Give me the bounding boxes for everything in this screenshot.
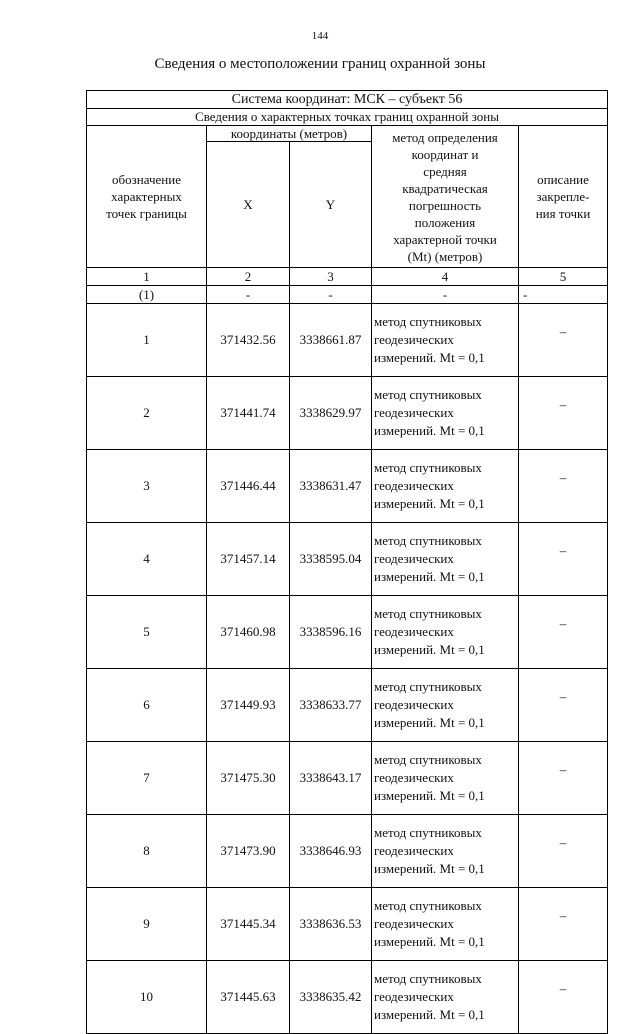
x-coordinate-cell: 371446.44 bbox=[207, 450, 290, 523]
header-row-1 bbox=[87, 126, 608, 142]
method-line: метод спутниковых bbox=[374, 752, 482, 767]
y-coordinate-cell: 3338629.97 bbox=[290, 377, 372, 450]
method-cell bbox=[372, 450, 519, 523]
method-line: измерений. Mt = 0,1 bbox=[374, 496, 485, 511]
column-number-row bbox=[87, 268, 608, 286]
method-line: метод спутниковых bbox=[374, 460, 482, 475]
header-description-line: закрепле- bbox=[536, 189, 590, 204]
method-cell bbox=[372, 742, 519, 815]
point-number-cell: 6 bbox=[87, 669, 207, 742]
y-coordinate-cell: 3338636.53 bbox=[290, 888, 372, 961]
header-description-line: ния точки bbox=[535, 206, 591, 221]
method-line: геодезических bbox=[374, 332, 454, 347]
description-cell: – bbox=[519, 377, 608, 450]
header-description bbox=[519, 126, 608, 268]
y-coordinate-cell: 3338631.47 bbox=[290, 450, 372, 523]
method-line: геодезических bbox=[374, 624, 454, 639]
header-description-line: описание bbox=[537, 172, 589, 187]
coordinates-table bbox=[86, 90, 608, 1034]
method-line: измерений. Mt = 0,1 bbox=[374, 642, 485, 657]
header-designation-line: обозначение bbox=[112, 172, 181, 187]
header-method-line: характерной точки bbox=[393, 231, 497, 247]
table-row bbox=[87, 596, 608, 669]
description-cell: – bbox=[519, 523, 608, 596]
method-line: измерений. Mt = 0,1 bbox=[374, 934, 485, 949]
table-row bbox=[87, 523, 608, 596]
table-row bbox=[87, 815, 608, 888]
method-cell bbox=[372, 304, 519, 377]
method-line: измерений. Mt = 0,1 bbox=[374, 1007, 485, 1022]
method-line: геодезических bbox=[374, 551, 454, 566]
point-number-cell: 10 bbox=[87, 961, 207, 1034]
x-coordinate-cell: 371460.98 bbox=[207, 596, 290, 669]
y-coordinate-cell: 3338596.16 bbox=[290, 596, 372, 669]
method-line: геодезических bbox=[374, 405, 454, 420]
x-coordinate-cell: 371441.74 bbox=[207, 377, 290, 450]
method-line: метод спутниковых bbox=[374, 679, 482, 694]
method-cell bbox=[372, 815, 519, 888]
description-cell: – bbox=[519, 961, 608, 1034]
empty-cell: (1) bbox=[87, 286, 207, 304]
header-designation bbox=[87, 126, 207, 268]
table-row bbox=[87, 669, 608, 742]
description-cell: – bbox=[519, 304, 608, 377]
coordinate-system-cell: Система координат: МСК – субъект 56 bbox=[87, 91, 608, 109]
method-line: измерений. Mt = 0,1 bbox=[374, 715, 485, 730]
table-row bbox=[87, 450, 608, 523]
y-coordinate-cell: 3338595.04 bbox=[290, 523, 372, 596]
empty-cell: - bbox=[207, 286, 290, 304]
empty-row bbox=[87, 286, 608, 304]
method-cell bbox=[372, 377, 519, 450]
header-coordinates: координаты (метров) bbox=[207, 126, 372, 142]
y-coordinate-cell: 3338633.77 bbox=[290, 669, 372, 742]
x-coordinate-cell: 371457.14 bbox=[207, 523, 290, 596]
method-line: метод спутниковых bbox=[374, 533, 482, 548]
page-number: 144 bbox=[311, 30, 329, 42]
y-coordinate-cell: 3338643.17 bbox=[290, 742, 372, 815]
method-line: метод спутниковых bbox=[374, 971, 482, 986]
x-coordinate-cell: 371445.34 bbox=[207, 888, 290, 961]
empty-cell: - bbox=[372, 286, 519, 304]
y-coordinate-cell: 3338661.87 bbox=[290, 304, 372, 377]
point-number-cell: 5 bbox=[87, 596, 207, 669]
header-method bbox=[372, 126, 519, 268]
method-line: измерений. Mt = 0,1 bbox=[374, 423, 485, 438]
x-coordinate-cell: 371432.56 bbox=[207, 304, 290, 377]
column-number: 5 bbox=[519, 268, 608, 286]
description-cell: – bbox=[519, 669, 608, 742]
method-line: геодезических bbox=[374, 478, 454, 493]
header-method-line: средняя bbox=[423, 163, 467, 179]
method-cell bbox=[372, 669, 519, 742]
point-number-cell: 2 bbox=[87, 377, 207, 450]
method-cell bbox=[372, 888, 519, 961]
section-title-cell: Сведения о характерных точках границ охранной зоны bbox=[87, 109, 608, 126]
description-cell: – bbox=[519, 888, 608, 961]
point-number-cell: 8 bbox=[87, 815, 207, 888]
header-x: X bbox=[207, 142, 290, 268]
method-line: измерений. Mt = 0,1 bbox=[374, 569, 485, 584]
column-number: 2 bbox=[207, 268, 290, 286]
method-cell bbox=[372, 961, 519, 1034]
method-line: геодезических bbox=[374, 989, 454, 1004]
point-number-cell: 7 bbox=[87, 742, 207, 815]
table-row bbox=[87, 377, 608, 450]
method-cell bbox=[372, 523, 519, 596]
header-method-line: погрешность bbox=[408, 197, 482, 213]
method-line: метод спутниковых bbox=[374, 606, 482, 621]
description-cell: – bbox=[519, 596, 608, 669]
method-line: геодезических bbox=[374, 843, 454, 858]
point-number-cell: 9 bbox=[87, 888, 207, 961]
table-row bbox=[87, 742, 608, 815]
x-coordinate-cell: 371473.90 bbox=[207, 815, 290, 888]
empty-cell: - bbox=[290, 286, 372, 304]
system-row bbox=[87, 91, 608, 109]
header-method-line: положения bbox=[414, 214, 476, 230]
point-number-cell: 3 bbox=[87, 450, 207, 523]
method-line: геодезических bbox=[374, 916, 454, 931]
point-number-cell: 4 bbox=[87, 523, 207, 596]
method-line: метод спутниковых bbox=[374, 314, 482, 329]
description-cell: – bbox=[519, 815, 608, 888]
header-designation-line: характерных bbox=[111, 189, 182, 204]
document-title: Сведения о местоположении границ охранной зоны bbox=[154, 56, 486, 72]
description-cell: – bbox=[519, 450, 608, 523]
table-row bbox=[87, 888, 608, 961]
method-line: геодезических bbox=[374, 697, 454, 712]
method-line: геодезических bbox=[374, 770, 454, 785]
header-designation-line: точек границы bbox=[106, 206, 187, 221]
empty-cell: - bbox=[519, 286, 608, 304]
x-coordinate-cell: 371475.30 bbox=[207, 742, 290, 815]
description-cell: – bbox=[519, 742, 608, 815]
x-coordinate-cell: 371445.63 bbox=[207, 961, 290, 1034]
column-number: 3 bbox=[290, 268, 372, 286]
header-method-line: (Mt) (метров) bbox=[407, 248, 483, 264]
point-number-cell: 1 bbox=[87, 304, 207, 377]
section-row bbox=[87, 109, 608, 126]
table-row bbox=[87, 961, 608, 1034]
method-cell bbox=[372, 596, 519, 669]
method-line: измерений. Mt = 0,1 bbox=[374, 861, 485, 876]
header-method-line: квадратическая bbox=[402, 180, 488, 196]
header-method-line: координат и bbox=[411, 146, 479, 162]
header-y: Y bbox=[290, 142, 372, 268]
method-line: метод спутниковых bbox=[374, 898, 482, 913]
y-coordinate-cell: 3338646.93 bbox=[290, 815, 372, 888]
column-number: 1 bbox=[87, 268, 207, 286]
column-number: 4 bbox=[372, 268, 519, 286]
header-method-line: метод определения bbox=[392, 129, 498, 145]
method-line: метод спутниковых bbox=[374, 825, 482, 840]
y-coordinate-cell: 3338635.42 bbox=[290, 961, 372, 1034]
x-coordinate-cell: 371449.93 bbox=[207, 669, 290, 742]
table-row bbox=[87, 304, 608, 377]
method-line: измерений. Mt = 0,1 bbox=[374, 788, 485, 803]
method-line: метод спутниковых bbox=[374, 387, 482, 402]
method-line: измерений. Mt = 0,1 bbox=[374, 350, 485, 365]
